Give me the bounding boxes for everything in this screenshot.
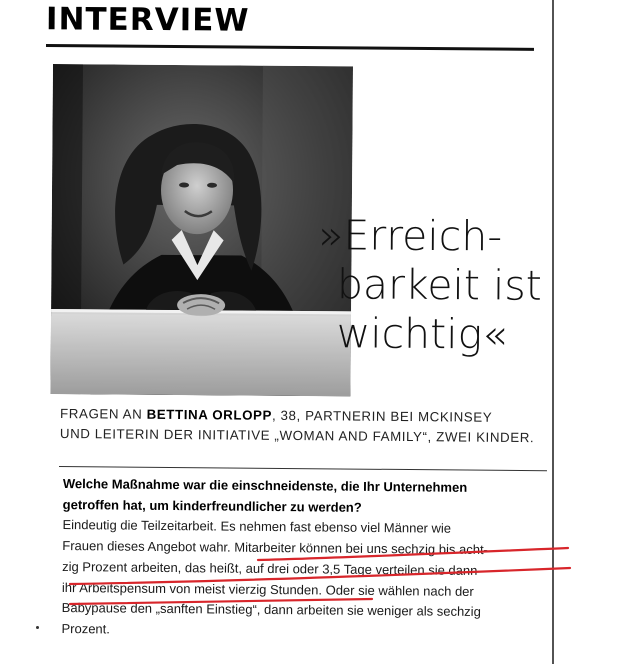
standfirst-line-2: UND LEITERIN DER INITIATIVE „WOMAN AND FAMILY“, ZWEI KINDER.: [59, 425, 535, 446]
answer-line: ihr Arbeitspensum von meist vierzig Stunden. Oder sie wählen nach der: [61, 579, 474, 599]
interviewee-name: BETTINA ORLOPP: [146, 406, 273, 423]
question-line: Welche Maßnahme war die einschneidenste, die Ihr Unternehmen: [62, 475, 468, 495]
pull-quote-line: wichtig«: [336, 309, 508, 359]
pull-quote-line: barkeit ist: [336, 260, 543, 310]
standfirst-details: , 38, PARTNERIN BEI MCKINSEY: [271, 407, 493, 425]
standfirst-prefix: FRAGEN AN: [60, 406, 147, 422]
interview-standfirst: [60, 404, 560, 448]
answer-line: zig Prozent arbeiten, das heißt, auf drei oder 3,5 Tage verteilen sie dann: [62, 558, 478, 578]
section-title: INTERVIEW: [45, 1, 250, 39]
section-divider: [59, 466, 547, 471]
pull-quote: [317, 211, 553, 360]
section-title-rule: [46, 44, 534, 51]
portrait-photo: [50, 64, 353, 396]
article-body: [61, 474, 568, 644]
answer-line: Prozent.: [61, 620, 111, 637]
pull-quote-line: »Erreich-: [318, 211, 503, 261]
answer-line: Babypause den „sanften Einstieg“, dann arbeiten sie weniger als sechzig: [61, 600, 481, 620]
answer-line: Frauen dieses Angebot wahr. Mitarbeiter können bei uns sechzig bis acht-: [62, 538, 489, 558]
answer-line: Eindeutig die Teilzeitarbeit. Es nehmen fast ebenso viel Männer wie: [62, 517, 452, 537]
question-line: getroffen hat, um kinderfreundlicher zu werden?: [62, 496, 362, 515]
scan-speck: [36, 626, 39, 629]
